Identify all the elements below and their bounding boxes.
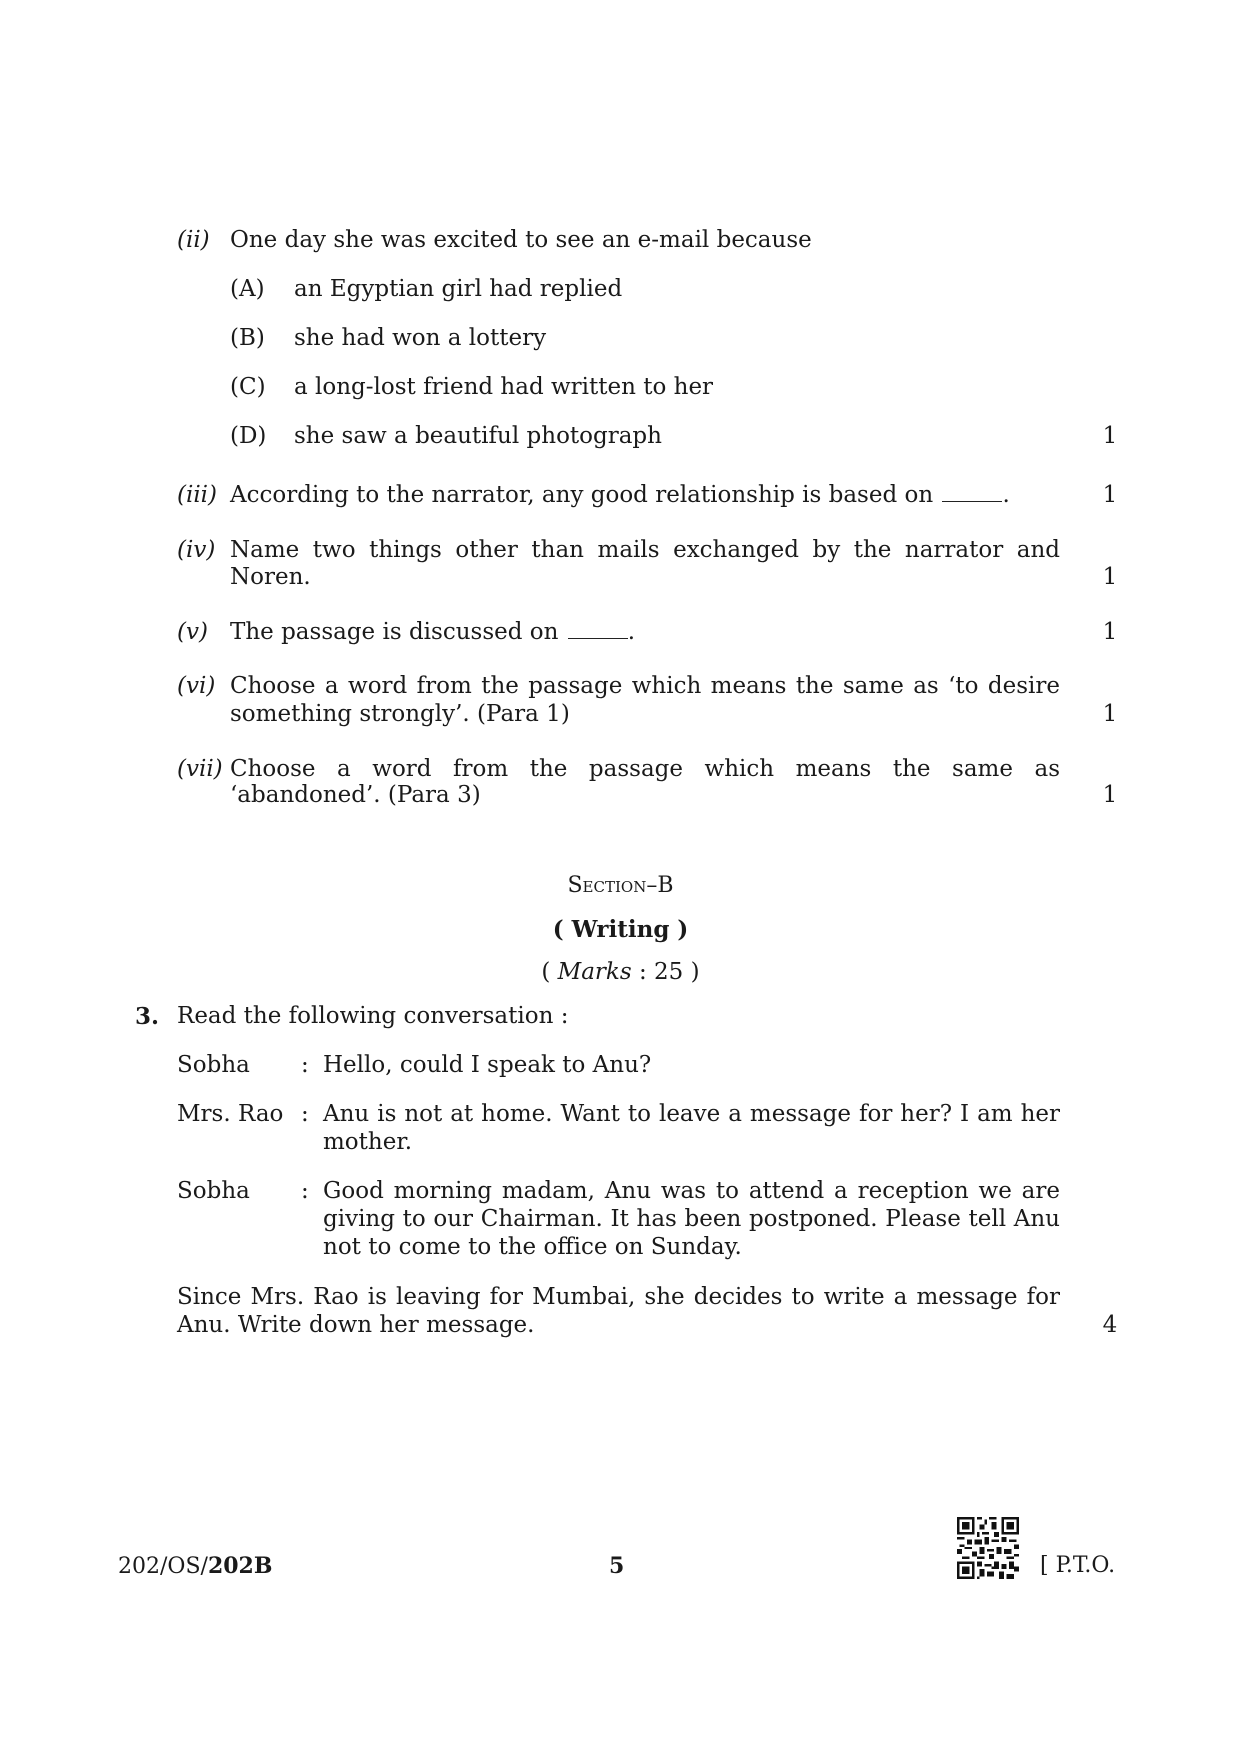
question-text-wrap: [230, 617, 1060, 648]
paper-code: [118, 1551, 272, 1582]
option-text: an Egyptian girl had replied: [294, 276, 623, 302]
question-end: .: [1002, 482, 1010, 508]
question-text: One day she was excited to see an e-mail because: [230, 227, 812, 253]
paren-close: ): [690, 959, 700, 985]
question-line-2: ‘abandoned’. (Para 3): [230, 782, 481, 808]
question-line-1: Choose a word from the passage which means the same as: [230, 756, 1060, 782]
speech-line-2: giving to our Chairman. It has been postponed. Please tell Anu: [323, 1206, 1060, 1232]
question-number: (vi): [177, 673, 216, 699]
pto-label: [ P.T.O.: [1040, 1553, 1116, 1578]
question-number: (iv): [177, 537, 216, 563]
option-label: (C): [230, 374, 266, 400]
question-number: (iii): [177, 482, 218, 508]
option-label: (B): [230, 325, 265, 351]
question-line-2: something strongly’. (Para 1): [230, 701, 570, 727]
speaker: Mrs. Rao: [177, 1101, 284, 1127]
speech-line-3: not to come to the office on Sunday.: [323, 1234, 742, 1260]
speech: Hello, could I speak to Anu?: [323, 1052, 652, 1078]
marks: 1: [1102, 423, 1118, 449]
task-line-1: Since Mrs. Rao is leaving for Mumbai, she decides to write a message for: [177, 1284, 1060, 1310]
marks: 1: [1102, 482, 1118, 508]
marks: 1: [1102, 619, 1118, 645]
question-number: (v): [177, 619, 208, 645]
answer-blank: [942, 481, 1002, 502]
marks: 1: [1102, 701, 1118, 727]
code-bold: 202B: [207, 1553, 273, 1579]
qr-code-icon: [957, 1517, 1019, 1579]
speaker: Sobha: [177, 1052, 250, 1078]
section-subtitle: ( Writing ): [552, 916, 689, 943]
question-end: .: [627, 619, 636, 645]
question-intro: Read the following conversation :: [177, 1003, 569, 1029]
question-line-1: Choose a word from the passage which means the same as ‘to desire: [230, 673, 1060, 699]
page-number: 5: [609, 1553, 625, 1579]
speaker: Sobha: [177, 1178, 250, 1204]
speech-line-1: Good morning madam, Anu was to attend a reception we are: [323, 1178, 1060, 1204]
answer-blank: [568, 618, 628, 639]
question-number: (vii): [177, 756, 223, 782]
option-text: she saw a beautiful photograph: [294, 423, 662, 449]
option-text: she had won a lottery: [294, 325, 547, 351]
section-title: Section–B: [567, 873, 674, 898]
question-number: 3.: [135, 1003, 160, 1030]
section-marks: [0, 957, 1241, 988]
colon: :: [301, 1101, 309, 1127]
option-label: (A): [230, 276, 265, 302]
code-prefix: 202/OS/: [118, 1554, 208, 1579]
question-text: The passage is discussed on: [230, 619, 559, 645]
marks-value: : 25: [638, 959, 684, 985]
option-text: a long-lost friend had written to her: [294, 374, 714, 400]
question-text: According to the narrator, any good relationship is based on: [230, 482, 934, 508]
colon: :: [301, 1052, 309, 1078]
question-number: (ii): [177, 227, 210, 253]
marks: 4: [1102, 1312, 1118, 1338]
speech-line-2: mother.: [323, 1129, 413, 1155]
marks-label: Marks: [557, 959, 632, 985]
marks: 1: [1102, 564, 1118, 590]
marks: 1: [1102, 782, 1118, 808]
task-line-2: Anu. Write down her message.: [177, 1312, 535, 1338]
question-text-wrap: [230, 480, 1060, 511]
option-label: (D): [230, 423, 267, 449]
speech-line-1: Anu is not at home. Want to leave a message for her? I am her: [323, 1101, 1060, 1127]
paren-open: (: [541, 959, 551, 985]
question-line-1: Name two things other than mails exchanged by the narrator and: [230, 537, 1060, 563]
colon: :: [301, 1178, 309, 1204]
question-line-2: Noren.: [230, 564, 311, 590]
